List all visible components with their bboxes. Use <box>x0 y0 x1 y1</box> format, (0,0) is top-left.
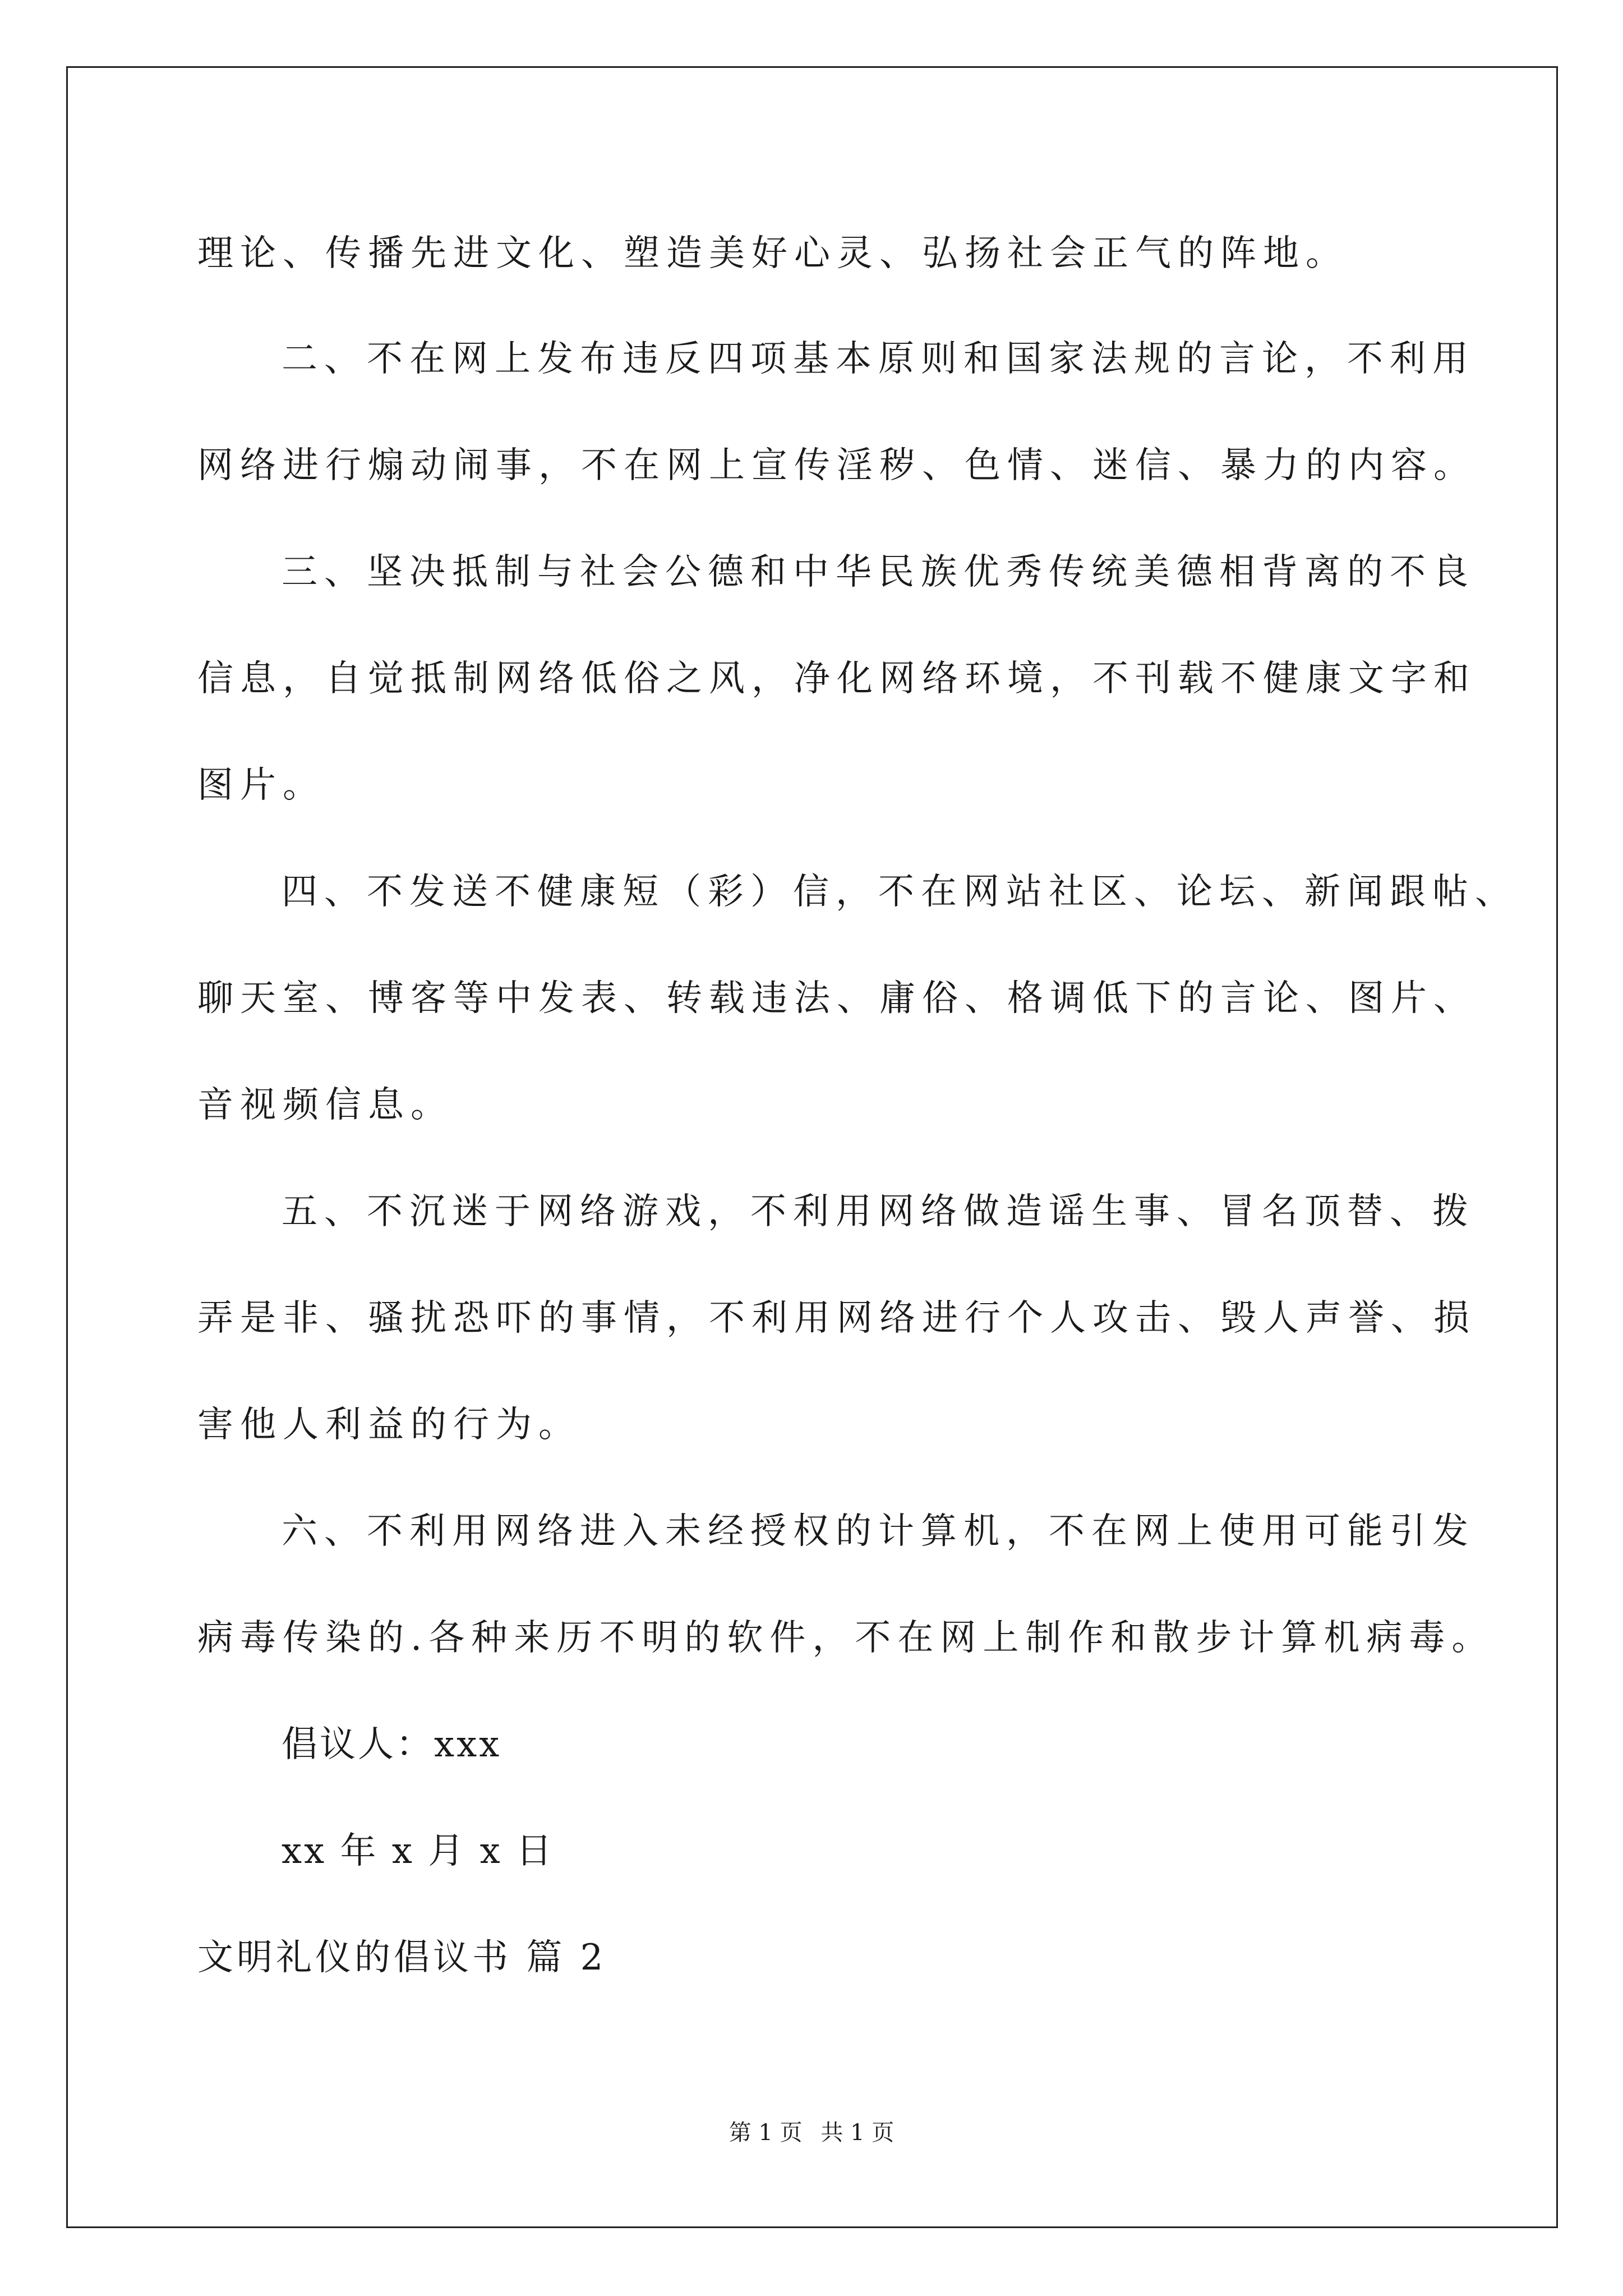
paragraph-4-line-2: 聊天室、博客等中发表、转载违法、庸俗、格调低下的言论、图片、 <box>197 978 1476 1019</box>
page-number: 第 1 页 <box>728 2120 803 2146</box>
paragraph-6-line-1: 六、不利用网络进入未经授权的计算机，不在网上使用可能引发 <box>282 1511 1475 1552</box>
signature-proposer: 倡议人：xxx <box>282 1724 502 1765</box>
paragraph-4-line-3: 音视频信息。 <box>197 1084 453 1126</box>
paragraph-5-line-2: 弄是非、骚扰恐吓的事情，不利用网络进行个人攻击、毁人声誉、损 <box>197 1297 1476 1339</box>
paragraph-6-line-2: 病毒传染的.各种来历不明的软件，不在网上制作和散步计算机病毒。 <box>197 1617 1495 1659</box>
paragraph-2-line-2: 网络进行煽动闹事，不在网上宣传淫秽、色情、迷信、暴力的内容。 <box>197 445 1476 486</box>
paragraph-3-line-2: 信息，自觉抵制网络低俗之风，净化网络环境，不刊载不健康文字和 <box>197 658 1476 700</box>
paragraph-3-line-1: 三、坚决抵制与社会公德和中华民族优秀传统美德相背离的不良 <box>282 551 1475 593</box>
paragraph-3-line-3: 图片。 <box>197 765 325 806</box>
paragraph-5-line-3: 害他人利益的行为。 <box>197 1404 581 1446</box>
paragraph-4-line-1: 四、不发送不健康短（彩）信，不在网站社区、论坛、新闻跟帖、 <box>282 871 1518 913</box>
paragraph-2-line-1: 二、不在网上发布违反四项基本原则和国家法规的言论，不利用 <box>282 338 1475 380</box>
signature-date: xx 年 x 月 x 日 <box>282 1830 555 1872</box>
section-heading: 文明礼仪的倡议书 篇 2 <box>197 1937 607 1978</box>
page-total: 共 1 页 <box>820 2120 895 2146</box>
paragraph-5-line-1: 五、不沉迷于网络游戏，不利用网络做造谣生事、冒名顶替、拨 <box>282 1191 1475 1232</box>
page-footer <box>0 2122 1623 2144</box>
paragraph-1-line-1: 理论、传播先进文化、塑造美好心灵、弘扬社会正气的阵地。 <box>197 233 1348 274</box>
page-border <box>66 66 1558 2228</box>
